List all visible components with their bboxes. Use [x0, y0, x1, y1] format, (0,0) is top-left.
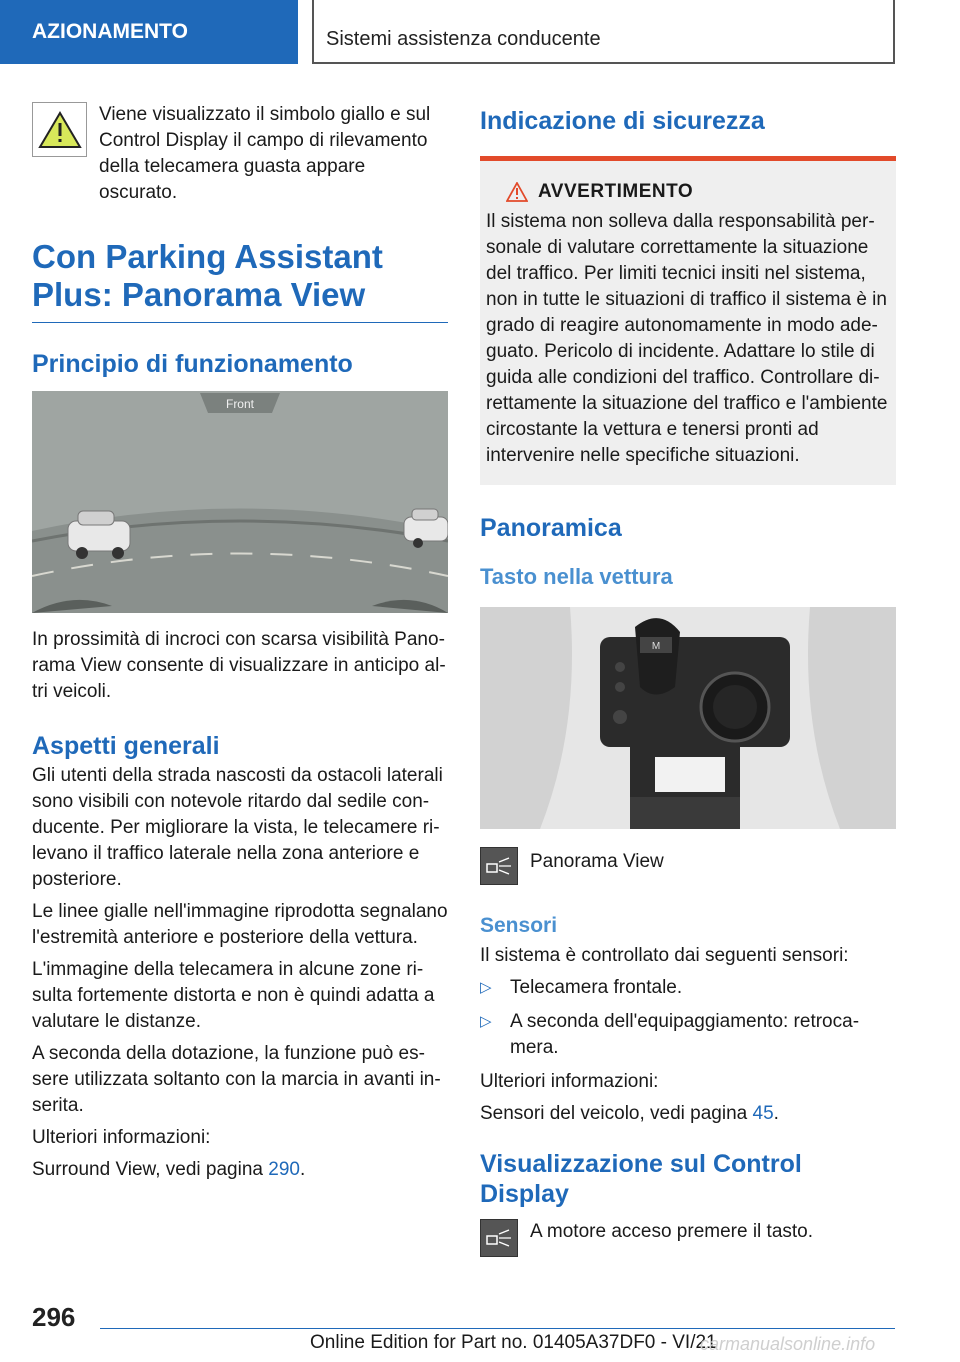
bullet-icon: ▷ [480, 979, 492, 996]
page-number: 296 [32, 1302, 76, 1332]
warning-title [506, 181, 890, 203]
front-camera-image [32, 391, 448, 613]
warning-note-text: Viene visualizzato il simbolo giallo e sul Control Display il campo di rilevamento della telecamera guasta appare oscurato. [99, 104, 431, 203]
page-link[interactable]: 290 [268, 1159, 300, 1180]
list-item-text: A seconda dell'equipaggiamento: retrocamera. [510, 1011, 860, 1058]
warning-box [480, 161, 896, 485]
section-label: AZIONAMENTO [32, 20, 188, 43]
warning-text: Il sistema non solleva dalla responsabilità personale di valutare correttamente la situazione del traffico. Per limiti tecnici insiti nel sistema, non in tutte le situazioni di traffico il sistema è in grado di reagire autonomamente in modo adeguato. Pericolo di incidente. Adattare lo stile di guida alle condizioni del traffico. Controllare direttamente la situazione del traffico e l'ambiente circostante la vettura e tenersi pronti ad intervenire nelle specifiche situazioni. [486, 211, 888, 466]
footer-rule [100, 1328, 895, 1329]
overview-heading: Panoramica [480, 514, 622, 542]
panorama-view-label: Panorama View [530, 851, 664, 872]
page-link[interactable]: 45 [752, 1103, 774, 1124]
more-info: Ulteriori informazioni: [480, 1071, 659, 1092]
paragraph: L'immagine della telecamera in alcune zone risulta fortemente distorta e non è quindi adatta a valutare le distanze. [32, 959, 435, 1032]
display-step-row [480, 1219, 896, 1257]
paragraph: Le linee gialle nell'immagine riprodotta segnalano l'estremità anteriore e posteriore della vettura. [32, 901, 448, 948]
left-column [32, 100, 448, 1189]
watermark: carmanualsonline.info [700, 1334, 876, 1354]
list-item [480, 1009, 896, 1061]
section-tab [0, 0, 298, 64]
sensors-intro: Il sistema è controllato dai seguenti sensori: [480, 945, 849, 966]
panorama-view-button-icon [480, 1219, 518, 1257]
warning-icon [506, 182, 528, 202]
display-step-text: A motore acceso premere il tasto. [530, 1221, 814, 1242]
warning-triangle-icon [32, 102, 87, 157]
cross-reference [32, 1157, 448, 1183]
bullet-icon: ▷ [480, 1013, 492, 1030]
sensors-heading: Sensori [480, 914, 558, 937]
list-item-text: Telecamera frontale. [510, 977, 683, 998]
principle-text: In prossimità di incroci con scarsa visibilità Panorama View consente di visualizzare in anticipo altri veicoli. [32, 629, 446, 702]
xref-end: . [299, 1159, 306, 1180]
button-heading: Tasto nella vettura [480, 564, 673, 589]
warning-title-text: AVVERTIMENTO [538, 181, 694, 202]
principle-heading: Principio di funzionamento [32, 350, 353, 378]
center-console-image [480, 607, 896, 829]
list-item [480, 975, 896, 1001]
chapter-label: Sistemi assistenza conducente [326, 28, 601, 50]
general-heading: Aspetti generali [32, 732, 220, 760]
cross-reference [480, 1101, 896, 1127]
xref-text: Sensori del veicolo, vedi pagina [480, 1103, 753, 1124]
camera-front-label: Front [225, 397, 255, 411]
panorama-view-button-row [480, 847, 896, 885]
paragraph: Ulteriori informazioni: [32, 1127, 211, 1148]
xref-text: Surround View, vedi pagina [32, 1159, 269, 1180]
edition-text: Online Edition for Part no. 01405A37DF0 - VI/21 [310, 1332, 717, 1353]
svg-text:M: M [651, 641, 661, 652]
warning-note [32, 102, 448, 206]
paragraph: A seconda della dotazione, la funzione può essere utilizzata soltanto con la marcia in avanti inserita. [32, 1043, 441, 1116]
sensors-list [480, 975, 896, 1061]
paragraph: Gli utenti della strada nascosti da ostacoli laterali sono visibili con notevole ritardo dal sedile conducente. Per migliorare la vista, le telecamere rilevano il traffico laterale nella zona anteriore e posteriore. [32, 765, 443, 890]
safety-heading: Indicazione di sicurezza [480, 107, 765, 135]
section-title: Con Parking Assistant Plus: Panorama View [32, 238, 383, 313]
title-rule [32, 322, 448, 323]
xref-end: . [773, 1103, 779, 1124]
panorama-view-button-icon [480, 847, 518, 885]
chapter-title [312, 0, 895, 64]
right-column [480, 100, 896, 1265]
display-heading: Visualizzazione sul Control Display [480, 1150, 802, 1208]
